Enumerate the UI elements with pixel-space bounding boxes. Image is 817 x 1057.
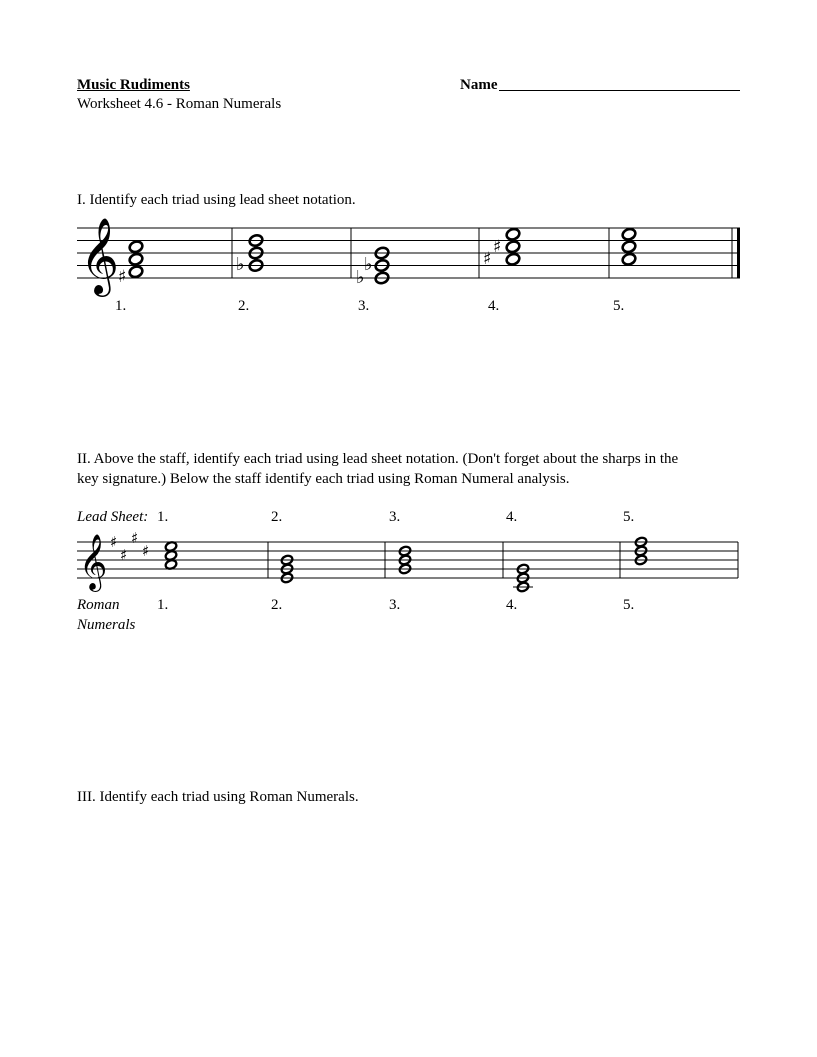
lead-sheet-label: Lead Sheet:: [77, 509, 149, 525]
lead-number-2: 2.: [271, 509, 283, 525]
roman-label-line-2: Numerals: [77, 617, 136, 633]
section-3-instruction: III. Identify each triad using Roman Numerals.: [77, 789, 359, 805]
roman-number-4: 4.: [506, 597, 518, 613]
roman-number-3: 3.: [389, 597, 401, 613]
treble-clef-icon: 𝄞: [80, 217, 120, 294]
sharp-icon: ♯: [120, 546, 128, 564]
lead-number-3: 3.: [389, 509, 401, 525]
lead-number-4: 4.: [506, 509, 518, 525]
worksheet-title: Worksheet 4.6 - Roman Numerals: [77, 96, 282, 112]
treble-clef-icon: 𝄞: [79, 534, 108, 590]
s1-number-1: 1.: [115, 298, 127, 314]
sharp-icon: ♯: [110, 533, 118, 551]
section-1-instruction: I. Identify each triad using lead sheet notation.: [77, 192, 356, 208]
sharp-icon: ♯: [142, 542, 150, 560]
roman-label-line-1: Roman: [77, 597, 120, 613]
key-signature-sharps: [110, 529, 149, 564]
course-title: Music Rudiments: [77, 77, 190, 93]
section-2-instruction-line-1: II. Above the staff, identify each triad using lead sheet notation. (Don't forget about the sharps in the: [77, 451, 679, 467]
roman-number-2: 2.: [271, 597, 283, 613]
s1-number-2: 2.: [238, 298, 250, 314]
roman-number-1: 1.: [157, 597, 169, 613]
flat-icon: ♭: [364, 254, 373, 275]
sharp-icon: ♯: [131, 529, 139, 547]
lead-number-5: 5.: [623, 509, 635, 525]
s1-number-4: 4.: [488, 298, 500, 314]
section-2-instruction-line-2: key signature.) Below the staff identify each triad using Roman Numeral analysis.: [77, 471, 570, 487]
lead-number-1: 1.: [157, 509, 169, 525]
flat-icon: ♭: [356, 267, 365, 288]
s1-number-5: 5.: [613, 298, 625, 314]
flat-icon: ♭: [236, 254, 245, 275]
whole-note: [164, 541, 177, 552]
roman-number-5: 5.: [623, 597, 635, 613]
s2-chord-1: [164, 541, 177, 570]
sharp-icon: ♯: [493, 237, 502, 257]
name-label: Name: [460, 77, 498, 93]
s1-number-3: 3.: [358, 298, 370, 314]
sharp-icon: ♯: [483, 249, 492, 269]
sharp-icon: ♯: [118, 267, 127, 287]
